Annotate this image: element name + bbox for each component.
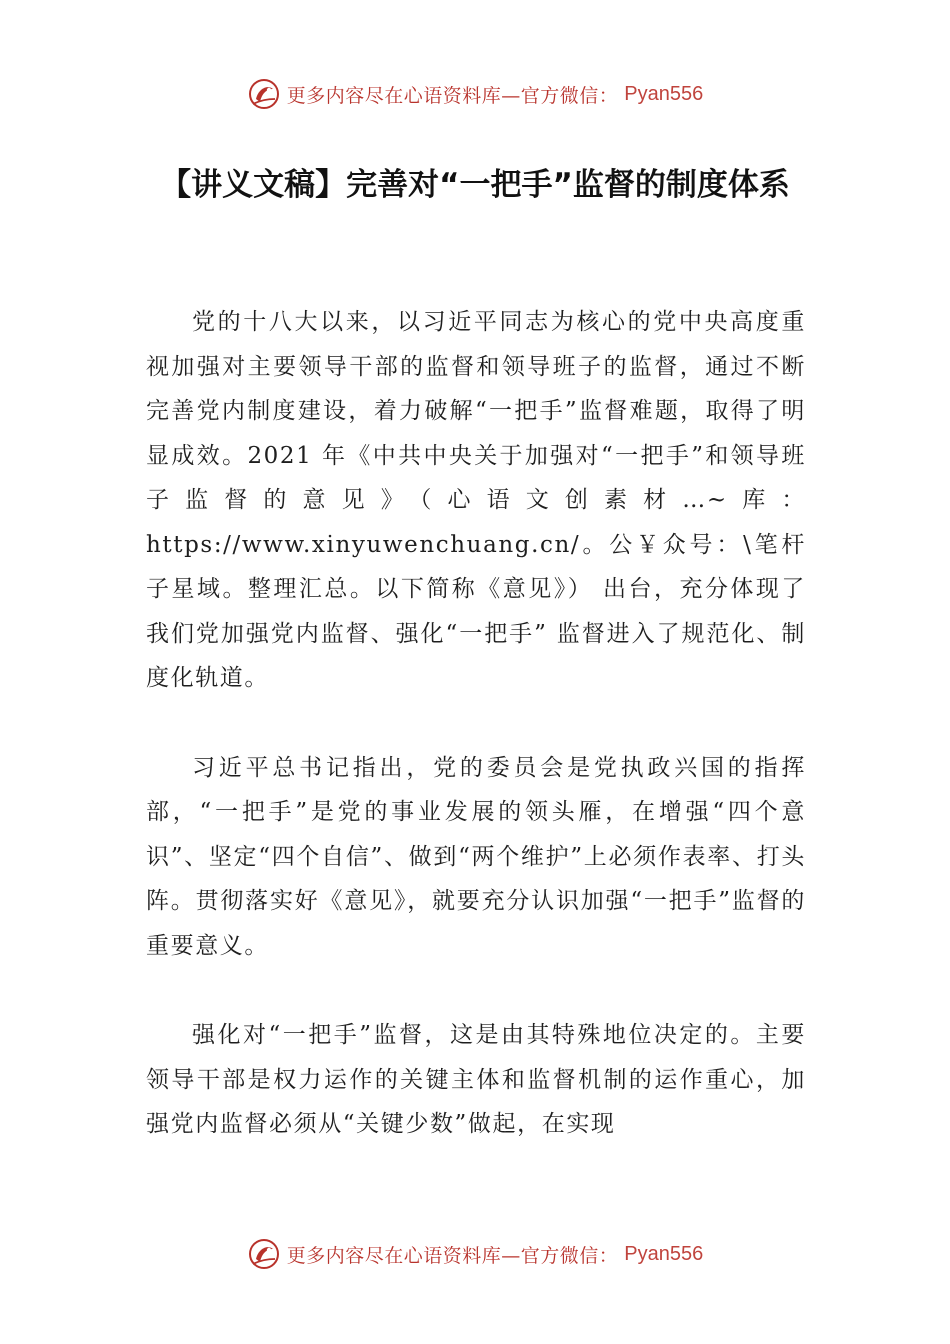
paragraph-1: 党的十八大以来，以习近平同志为核心的党中央高度重视加强对主要领导干部的监督和领导班子的监督，通过不断完善党内制度建设，着力破解“一把手”监督难题，取得了明显成效。2021 年《中共中央关于加强对“一把手”和领导班子监督的意见》（心语文创素材…~库：https://www.xinyuwenchuang.cn/。公￥众号：\笔杆子星域。整理汇总。以下简称《意见》） 出台，充分体现了我们党加强党内监督、强化“一把手” 监督进入了规范化、制度化轨道。: [146, 309, 806, 691]
flower-logo-icon: [247, 77, 281, 111]
banner-text: 更多内容尽在心语资料库—官方微信：: [286, 1244, 619, 1267]
header-banner: [0, 72, 950, 116]
footer-banner: [0, 1232, 950, 1276]
document-title: 【讲义文稿】完善对“一把手”监督的制度体系: [160, 167, 790, 203]
paragraph-2: 习近平总书记指出，党的委员会是党执政兴国的指挥部，“一把手”是党的事业发展的领头雁，在增强“四个意识”、坚定“四个自信”、做到“两个维护”上必须作表率、打头阵。贯彻落实好《意见》，就要充分认识加强“一把手”监督的重要意义。: [146, 754, 806, 959]
paragraph-3: 强化对“一把手”监督，这是由其特殊地位决定的。主要领导干部是权力运作的关键主体和监督机制的运作重心，加强党内监督必须从“关键少数”做起，在实现: [146, 1022, 806, 1137]
banner-text: 更多内容尽在心语资料库—官方微信：: [286, 84, 619, 107]
flower-logo-icon: [247, 1237, 281, 1271]
document-body: [146, 300, 806, 1192]
banner-wechat-id: Pyan556: [624, 82, 704, 105]
banner-wechat-id: Pyan556: [624, 1242, 704, 1265]
